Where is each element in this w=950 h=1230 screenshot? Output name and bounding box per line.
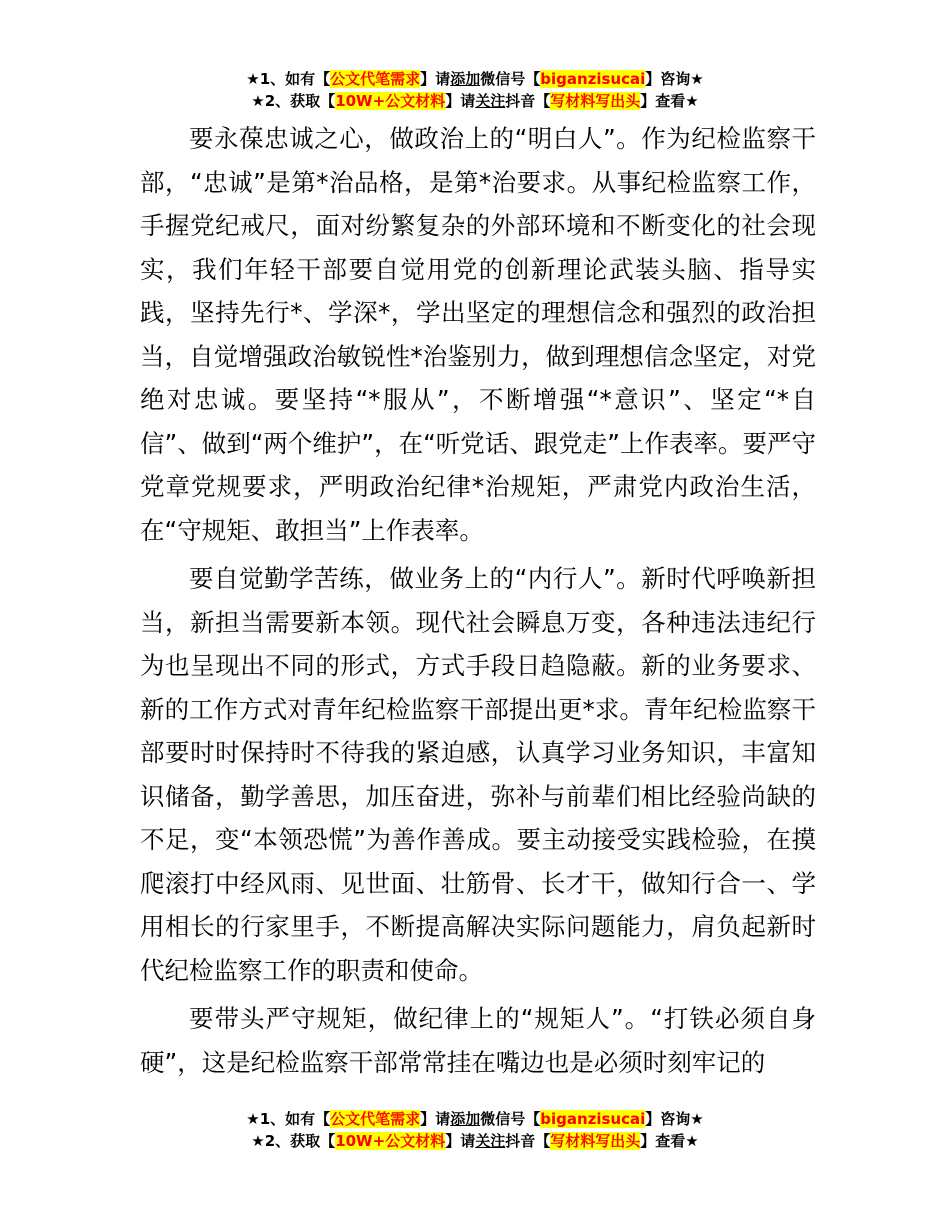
banner-line-1 [0, 68, 950, 90]
banner-line-1-highlight-wechat: biganzisucai [540, 70, 646, 88]
banner-line-1-prefix: ★1、如有【 [246, 70, 331, 88]
banner-line-2-suffix: 】查看★ [640, 92, 699, 110]
banner-line-2-prefix: ★2、获取【 [251, 92, 336, 110]
banner-line-2-middle-a: 】请 [445, 92, 476, 110]
banner-line-2 [0, 90, 950, 112]
footer-line-2-middle-b: 关注 [475, 1132, 506, 1150]
footer-line-1-highlight-service: 公文代笔需求 [330, 1110, 421, 1128]
footer-line-1-middle-a: 】请 [420, 1110, 451, 1128]
footer-banner [0, 1108, 950, 1152]
footer-line-1-suffix: 】咨询★ [645, 1110, 704, 1128]
footer-line-2-highlight-douyin: 写材料写出头 [550, 1132, 641, 1150]
document-body [140, 117, 816, 1084]
banner-line-2-middle-c: 抖音【 [505, 92, 551, 110]
footer-line-1-highlight-wechat: biganzisucai [540, 1110, 646, 1128]
footer-line-2-highlight-materials: 10W+公文材料 [335, 1132, 446, 1150]
banner-line-2-highlight-materials: 10W+公文材料 [335, 92, 446, 110]
footer-line-1 [0, 1108, 950, 1130]
banner-line-1-highlight-service: 公文代笔需求 [330, 70, 421, 88]
banner-line-1-middle-b: 添加 [450, 70, 481, 88]
banner-line-1-suffix: 】咨询★ [645, 70, 704, 88]
footer-line-2 [0, 1130, 950, 1152]
footer-line-2-middle-a: 】请 [445, 1132, 476, 1150]
banner-line-1-middle-a: 】请 [420, 70, 451, 88]
footer-line-1-prefix: ★1、如有【 [246, 1110, 331, 1128]
footer-line-2-middle-c: 抖音【 [505, 1132, 551, 1150]
footer-line-2-suffix: 】查看★ [640, 1132, 699, 1150]
paragraph-discipline: 要带头严守规矩，做纪律上的“规矩人”。“打铁必须自身硬”，这是纪检监察干部常常挂在嘴边也是必须时刻牢记的 [140, 1004, 816, 1077]
footer-line-1-middle-b: 添加 [450, 1110, 481, 1128]
footer-line-2-prefix: ★2、获取【 [251, 1132, 336, 1150]
footer-line-1-middle-c: 微信号【 [480, 1110, 541, 1128]
header-banner [0, 68, 950, 112]
banner-line-1-middle-c: 微信号【 [480, 70, 541, 88]
paragraph-political-loyalty: 要永葆忠诚之心，做政治上的“明白人”。作为纪检监察干部，“忠诚”是第*治品格，是第*治要求。从事纪检监察工作，手握党纪戒尺，面对纷繁复杂的外部环境和不断变化的社会现实，我们年轻干部要自觉用党的创新理论武装头脑、指导实践，坚持先行*、学深*，学出坚定的理想信念和强烈的政治担当，自觉增强政治敏锐性*治鉴别力，做到理想信念坚定，对党绝对忠诚。要坚持“*服从”，不断增强“*意识”、坚定“*自信”、做到“两个维护”，在“听党话、跟党走”上作表率。要严守党章党规要求，严明政治纪律*治规矩，严肃党内政治生活，在“守规矩、敢担当”上作表率。 [140, 124, 816, 545]
banner-line-2-highlight-douyin: 写材料写出头 [550, 92, 641, 110]
banner-line-2-middle-b: 关注 [475, 92, 506, 110]
paragraph-professional-skill: 要自觉勤学苦练，做业务上的“内行人”。新时代呼唤新担当，新担当需要新本领。现代社会瞬息万变，各种违法违纪行为也呈现出不同的形式，方式手段日趋隐蔽。新的业务要求、新的工作方式对青年纪检监察干部提出更*求。青年纪检监察干部要时时保持时不待我的紧迫感，认真学习业务知识，丰富知识储备，勤学善思，加压奋进，弥补与前辈们相比经验尚缺的不足，变“本领恐慌”为善作善成。要主动接受实践检验，在摸爬滚打中经风雨、见世面、壮筋骨、长才干，做知行合一、学用相长的行家里手，不断提高解决实际问题能力，肩负起新时代纪检监察工作的职责和使命。 [140, 564, 816, 985]
